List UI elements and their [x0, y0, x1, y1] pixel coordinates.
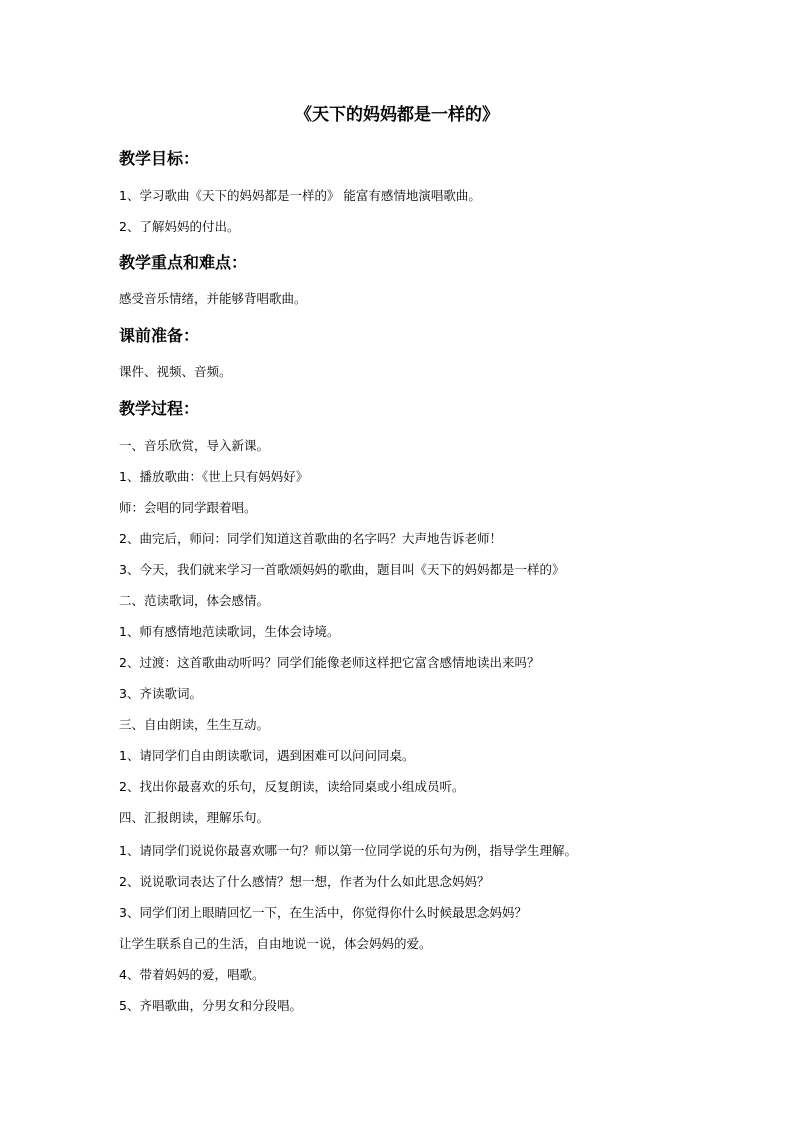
process-line: 3、今天，我们就来学习一首歌颂妈妈的歌曲，题目叫《天下的妈妈都是一样的》 — [119, 562, 565, 577]
process-line: 2、说说歌词表达了什么感情？想一想，作者为什么如此思念妈妈？ — [119, 874, 490, 889]
process-line: 一、音乐欣赏，导入新课。 — [119, 438, 270, 453]
preparation-line-1: 课件、视频、音频。 — [119, 364, 232, 379]
document-title: 《天下的妈妈都是一样的》 — [295, 105, 499, 125]
process-line: 3、齐读歌词。 — [119, 686, 202, 701]
process-heading: 教学过程： — [119, 399, 200, 418]
objectives-line-1: 1、学习歌曲《天下的妈妈都是一样的》 能富有感情地演唱歌曲。 — [119, 188, 481, 203]
process-line: 2、过渡：这首歌曲动听吗？同学们能像老师这样把它富含感情地读出来吗？ — [119, 655, 540, 670]
process-line: 1、请同学们说说你最喜欢哪一句？师以第一位同学说的乐句为例，指导学生理解。 — [119, 843, 577, 858]
process-line: 四、汇报朗读，理解乐句。 — [119, 810, 270, 825]
process-line: 师：会唱的同学跟着唱。 — [119, 500, 257, 515]
process-line: 让学生联系自己的生活，自由地说一说，体会妈妈的爱。 — [119, 936, 432, 951]
process-line: 1、播放歌曲：《世上只有妈妈好》 — [119, 469, 309, 484]
process-line: 1、师有感情地范读歌词，生体会诗境。 — [119, 624, 340, 639]
key-points-heading: 教学重点和难点： — [119, 253, 248, 272]
process-line: 3、同学们闭上眼睛回忆一下，在生活中，你觉得你什么时候最思念妈妈？ — [119, 905, 527, 920]
preparation-heading: 课前准备： — [119, 326, 200, 345]
process-line: 2、曲完后，师问：同学们知道这首歌曲的名字吗？大声地告诉老师！ — [119, 531, 502, 546]
key-points-line-1: 感受音乐情绪，并能够背唱歌曲。 — [119, 291, 307, 306]
process-line: 二、范读歌词，体会感情。 — [119, 593, 270, 608]
objectives-line-2: 2、了解妈妈的付出。 — [119, 219, 240, 234]
process-line: 4、带着妈妈的爱，唱歌。 — [119, 967, 265, 982]
objectives-heading: 教学目标： — [119, 149, 200, 168]
process-line: 5、齐唱歌曲，分男女和分段唱。 — [119, 998, 302, 1013]
process-line: 1、请同学们自由朗读歌词，遇到困难可以问问同桌。 — [119, 748, 415, 763]
process-line: 三、自由朗读，生生互动。 — [119, 717, 270, 732]
process-line: 2、找出你最喜欢的乐句，反复朗读，读给同桌或小组成员听。 — [119, 779, 465, 794]
